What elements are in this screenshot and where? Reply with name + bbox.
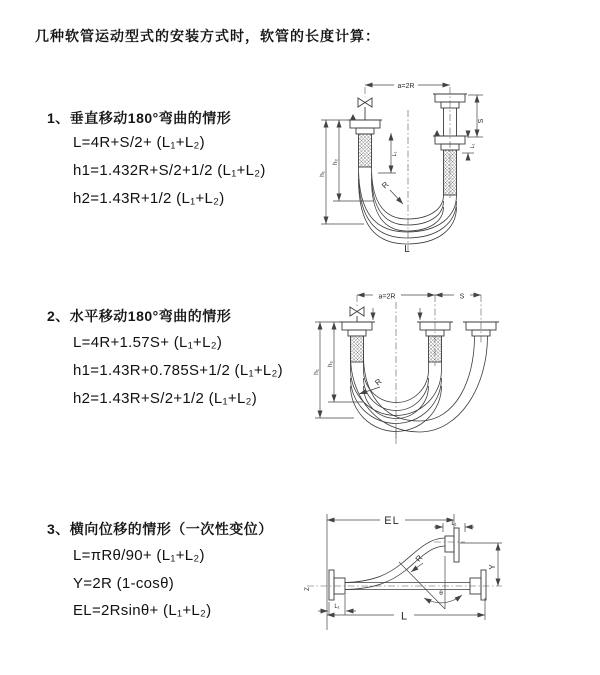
valve-icon	[350, 307, 364, 322]
section-3-formula-L: L=πRθ/90+ (L₁+L₂)	[73, 547, 205, 564]
dim-label-s: S	[459, 293, 465, 301]
section-1-formula-h1: h1=1.432R+S/2+1/2 (L₁+L₂)	[73, 162, 266, 179]
braided-hose-section	[444, 150, 457, 195]
diagram-lateral-displacement	[302, 498, 507, 643]
dim-label-l: L	[400, 610, 408, 623]
u-bend-hose	[359, 167, 457, 244]
section-2-formula-h2: h2=1.43R+S/2+1/2 (L₁+L₂)	[73, 390, 258, 407]
dim-label-r: R	[413, 553, 425, 564]
dim-label-a2r: a=2R	[397, 83, 415, 90]
left-pipe-flange	[348, 120, 382, 167]
centerlines	[365, 87, 450, 253]
dim-label-h1: h₁	[319, 171, 326, 177]
section-1-heading: 1、垂直移动180°弯曲的情形	[47, 110, 232, 126]
dim-label-r: R	[380, 180, 391, 191]
dim-label-h1: h₁	[313, 369, 320, 375]
diagram-vertical-180-bend	[316, 74, 494, 263]
section-1-formula-L: L=4R+S/2+ (L₁+L₂)	[73, 134, 205, 151]
section-3-formula-EL: EL=2Rsinθ+ (L₁+L₂)	[73, 602, 212, 619]
section-2-heading: 2、水平移动180°弯曲的情形	[47, 308, 232, 324]
section-2-formula-L: L=4R+1.57S+ (L₁+L₂)	[73, 334, 223, 351]
left-flange	[329, 570, 345, 600]
centerlines	[357, 295, 481, 446]
dim-label-l: L	[404, 244, 410, 255]
dim-label-s: S	[478, 118, 485, 124]
page-title: 几种软管运动型式的安装方式时，软管的长度计算：	[35, 28, 380, 44]
dim-label-el: EL	[384, 515, 400, 527]
braided-hose-section	[351, 336, 364, 362]
dim-label-l1-top: L₁	[451, 521, 457, 527]
dimension-lines	[318, 514, 502, 630]
dim-label-h2: h₂	[327, 360, 334, 368]
dim-label-r: R	[373, 376, 384, 388]
centerlines	[307, 542, 502, 586]
axis-end-label: Z	[305, 587, 311, 591]
braided-hose-section	[359, 134, 372, 167]
dim-label-y: Y	[488, 564, 497, 570]
braided-hose-section	[429, 336, 442, 362]
dim-label-l1-left: L₁	[334, 604, 340, 610]
dim-label-a2r: a=2R	[378, 293, 396, 301]
section-3-heading: 3、横向位移的情形（一次性变位）	[47, 521, 273, 537]
diagram-horizontal-180-bend	[312, 286, 512, 467]
dim-label-h2: h₂	[332, 158, 339, 166]
valve-icon	[358, 98, 372, 120]
hose-displaced-position	[345, 538, 445, 590]
dim-label-theta: θ	[439, 590, 443, 597]
dimension-lines	[315, 295, 481, 438]
flanges	[339, 322, 499, 362]
dim-label-l1-right: L₁	[470, 143, 476, 149]
section-1-formula-h2: h2=1.43R+1/2 (L₁+L₂)	[73, 190, 225, 207]
dim-label-l1-left: L₁	[392, 151, 398, 157]
up-arrow	[434, 130, 440, 136]
right-flange	[470, 570, 486, 600]
top-flange-displaced	[445, 528, 459, 562]
up-arrow	[350, 114, 356, 120]
section-2-formula-h1: h1=1.43R+0.785S+1/2 (L₁+L₂)	[73, 362, 283, 379]
section-3-formula-Y: Y=2R (1-cosθ)	[73, 575, 175, 592]
